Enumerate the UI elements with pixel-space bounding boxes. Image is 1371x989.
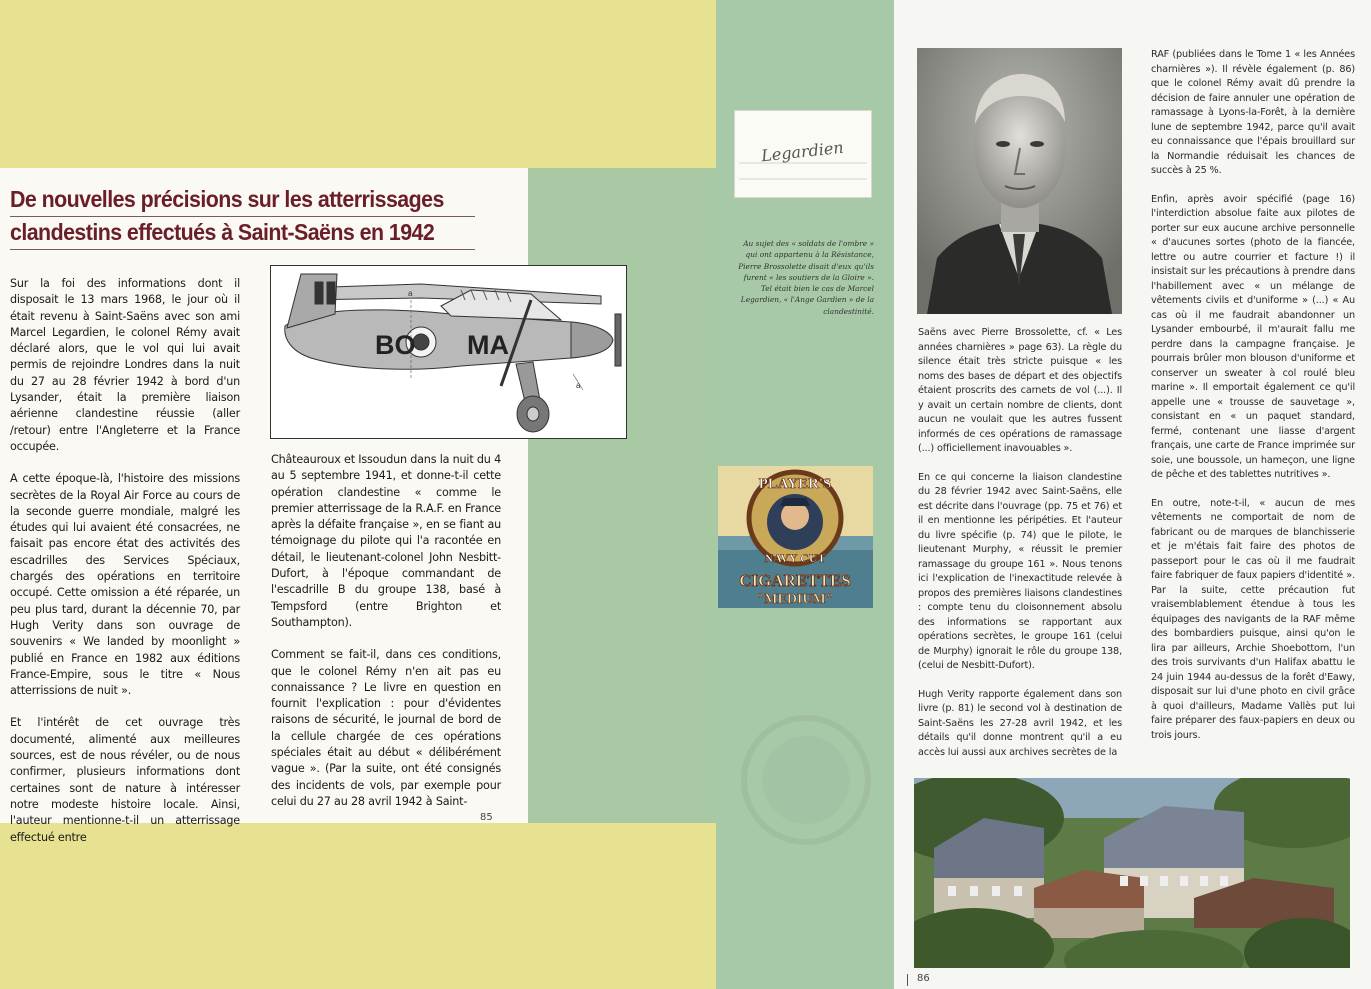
paragraph: Saëns avec Pierre Brossolette, cf. « Les années charnières » page 63). La règle du silence était très stricte puisque « les noms des bases de départ et des objectifs étaient proscrits des carnets de vol (...). Il y avait un certain nombre de clients, dont aucun ne voulait que les autres fussent informés de ces opérations de ramassage (...) officiellement inavouables ».	[918, 327, 1122, 454]
faded-stamp-icon	[716, 700, 896, 860]
cigarette-advert	[718, 466, 873, 608]
paragraph: Sur la foi des informations dont il disposait le 13 mars 1968, le jour où il était revenu à Saint-Saëns avec son ami Marcel Legardien, le colonel Rémy avait déclaré alors, que le vol qui lui avait permis de rejoindre Londres dans la nuit du 27 au 28 février 1942 à bord d'un Lysander, était la première liaison aérienne clandestine réussie (aller /retour) entre l'Angleterre et la France occupée.	[10, 277, 240, 453]
article-title	[10, 184, 510, 250]
photo-caption: Au sujet des « soldats de l'ombre » qui ont appartenu à la Résistance, Pierre Brossolette disait d'eux qu'ils furent « les soutiers de la Gloire ». Tel était bien le cas de Marcel Legardien, « l'Ange Gardien » de la clandestinité.	[738, 239, 874, 316]
paragraph: Hugh Verity rapporte également dans son livre (p. 81) le second vol à destination de Saint-Saëns les 27-28 avril 1942, et les détails qu'il donne montrent qu'il a eu accès lui aussi aux archives secrètes de la	[918, 688, 1122, 758]
cigarette-sub: NAVY CUT	[764, 551, 826, 565]
paragraph: Enfin, après avoir spécifié (page 16) l'interdiction absolue faite aux pilotes de porter sur eux aucune archive personnelle « d'aucunes sortes (photo de la fiancée, lettre ou autre courrier et facture !) il insistait sur les précautions à prendre dans l'habillement avec « un mélange de vêtements civils et d'uniforme » (...) « Au cas où il me faudrait abandonner un Lysander embourbé, il m'aurait fallu me perdre dans la campagne française. Je pourrais brûler mon blouson d'uniforme et conserver un sweater à col roulé bleu marine ». Il emportait également ce qu'il appelle une « trousse de sauvetage », consistant en « un paquet standard, fermé, contenant une liasse d'argent français, une carte de France imprimée sur soie, une boussole, un hameçon, une ligne de pêche et des tablettes nutritives ».	[1151, 193, 1355, 480]
signature: Legardien	[760, 137, 845, 166]
cigarette-word: CIGARETTES	[739, 571, 851, 590]
paragraph: A cette époque-là, l'histoire des missions secrètes de la Royal Air Force au cours de la seconde guerre mondiale, malgré les études qui lui avaient été consacrées, ne faisait pas encore état des activités des escadrilles des Services Spéciaux, chargés des opérations en territoire occupé. Cette omission a été réparée, un peu plus tard, durant la décennie 70, par Hugh Verity dans son ouvrage de souvenirs « We landed by moonlight » publié en France en 1982 aux éditions France-Empire, sous le titre « Nous atterrissions de nuit ».	[10, 472, 240, 698]
plane-marking-2: MA	[467, 330, 509, 360]
paragraph: Comment se fait-il, dans ces conditions, que le colonel Rémy n'en ait pas eu connaissance ? Le livre en question en fournit l'explication : pour d'évidentes raisons de sécurité, le journal de bord de la cellule chargée de ces opérations spéciales était au début « délibérément vague ». (Par la suite, ont été consignés des incidents de vols, par exemple pour celui du 27 au 28 avril 1942 à Saint-	[271, 648, 501, 808]
village-rooftops-icon	[914, 778, 1350, 968]
paragraph: RAF (publiées dans le Tome 1 « les Années charnières »). Il révèle également (p. 86) que le colonel Rémy avait dû prendre la décision de faire annuler une opération de ramassage à Lyons-la-Forêt, à la dernière lune de septembre 1942, parce qu'il avait eu connaissance que l'épais brouillard sur la Normandie réduisait les chances de succès à 25 %.	[1151, 49, 1355, 176]
title-line-1: De nouvelles précisions sur les atterrissages	[10, 184, 475, 217]
plane-marking-1: BO	[375, 330, 416, 360]
right-column-2	[1151, 48, 1355, 757]
page-number-right: 86	[917, 973, 930, 984]
left-column-1	[10, 276, 240, 862]
portrait-photo	[917, 48, 1122, 314]
cigarette-strength: "MEDIUM"	[756, 592, 834, 607]
right-column-1	[918, 326, 1122, 774]
lysander-plane-icon	[271, 266, 626, 438]
lysander-illustration	[270, 265, 627, 439]
paragraph: En outre, note-t-il, « aucun de mes vêtements ne comportait de nom de fabricant ou de marques de blanchisserie et je m'étais fait faire des photos de passeport pour le cas où il me faudrait faire fabriquer de faux papiers d'identité ». Par la suite, cette précaution fut vraisemblablement étendue à tous les équipages des navigants de la RAF même des bombardiers puisque, ainsi qu'on le lira par ailleurs, Archie Shoebottom, l'un des trois survivants d'un Halifax abattu le 24 juin 1944 au-dessus de la forêt d'Eawy, disposait sur lui d'une photo en civil grâce à quoi d'ailleurs, Madame Vallès put lui faire préparer des faux-papiers en deux ou trois jours.	[1151, 497, 1355, 741]
plane-label-a2: a	[576, 381, 581, 390]
cigarette-brand: PLAYER'S	[758, 476, 832, 492]
portrait-man-icon	[917, 48, 1122, 314]
plane-label-a: a	[408, 289, 413, 298]
left-column-2	[271, 452, 501, 826]
page-number-left: 85	[480, 812, 493, 823]
paragraph: En ce qui concerne la liaison clandestine du 28 février 1942 avec Saint-Saëns, elle est décrite dans l'ouvrage (pp. 75 et 76) et il en mentionne les péripéties. Et l'auteur du livre spécifie (p. 74) que le pilote, le lieutenant Murphy, « réussit le premier ramassage du groupe 161 ». Nous tenons ici l'explication de l'inexactitude relevée à propos des premières liaisons clandestines : compte tenu du cloisonnement absolu des informations se rapportant aux opérations secrètes, le groupe 161 (celui de Murphy) ignorait le rôle du groupe 138, (celui de Nesbitt-Dufort).	[918, 471, 1122, 671]
paragraph: Châteauroux et Issoudun dans la nuit du 4 au 5 septembre 1941, et donne-t-il cette opération clandestine « comme le premier atterrissage de la R.A.F. en France après la défaite française », en se fiant au témoignage du pilote qui l'a racontée en détail, le lieutenant-colonel John Nesbitt-Dufort, à l'époque commandant de l'escadrille B du groupe 138, basé à Tempsford (entre Brighton et Southampton).	[271, 453, 501, 629]
paragraph: Et l'intérêt de cet ouvrage très documenté, alimenté aux meilleures sources, est de nous révéler, ou de nous confirmer, plusieurs informations dont certaines sont de nature à intéresser notre modeste histoire locale. Ainsi, l'auteur mentionne-t-il un atterrissage effectué entre	[10, 716, 240, 844]
signature-card	[734, 110, 872, 198]
title-line-2: clandestins effectués à Saint-Saëns en 1942	[10, 217, 475, 250]
village-photo	[914, 778, 1350, 968]
